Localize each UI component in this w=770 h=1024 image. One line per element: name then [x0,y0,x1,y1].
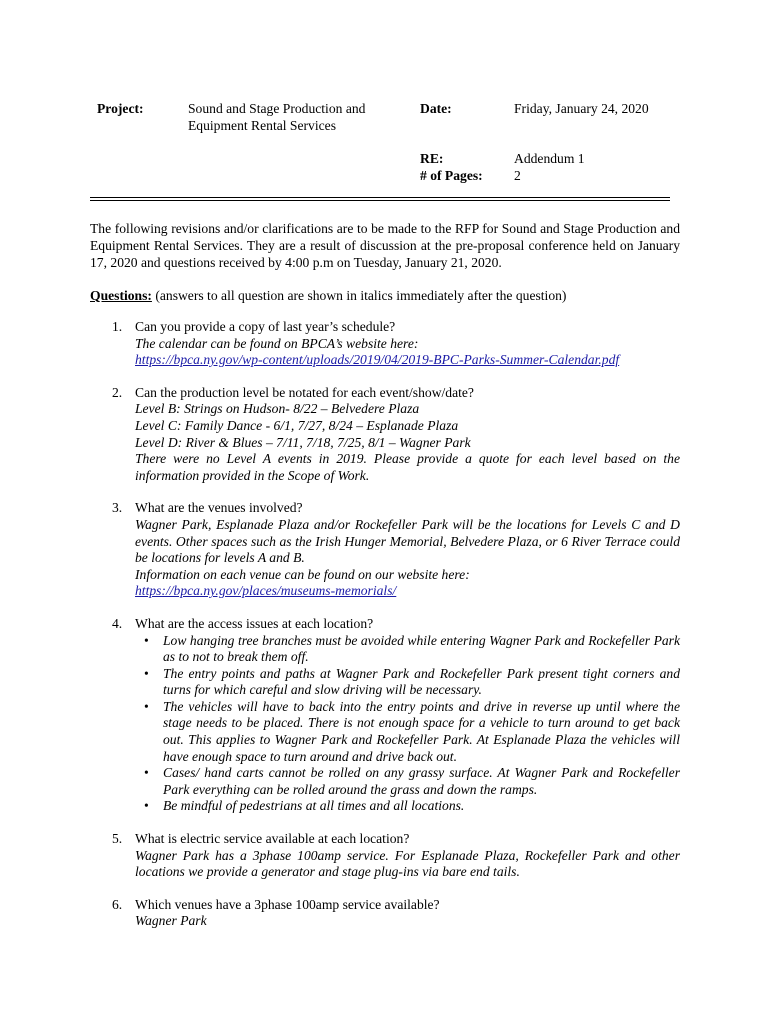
bullet-text: Be mindful of pedestrians at all times and all locations. [163,798,465,814]
list-item [135,633,680,666]
re-value: Addendum 1 [514,151,585,166]
bullet-icon: • [144,698,149,714]
pages-label: # of Pages: [420,168,483,183]
question-number: 5. [112,831,123,847]
question-list [90,319,680,946]
bullet-icon: • [144,632,149,648]
question-text: Can the production level be notated for each event/show/date? [135,384,474,400]
questions-note: (answers to all question are shown in italics immediately after the question) [155,288,567,303]
answer-text: Wagner Park, Esplanade Plaza and/or Rockefeller Park will be the locations for Levels C and D events. Other spaces such as the Irish Hunger Memorial, Belvedere Plaza, or 6 River Terrace could be locations for levels A and B. [135,516,680,566]
header-divider-bottom [90,200,670,201]
question-item-1 [90,319,680,369]
questions-heading [90,288,680,305]
question-number: 3. [112,500,123,516]
question-item-2 [90,385,680,485]
question-text: Which venues have a 3phase 100amp service available? [135,896,440,912]
answer-text: Level C: Family Dance - 6/1, 7/27, 8/24 – Esplanade Plaza [135,417,459,433]
question-number: 1. [112,319,123,334]
question-number: 4. [112,615,123,631]
question-item-6 [90,897,680,930]
answer-text: Information on each venue can be found on our website here: [135,566,470,582]
question-text: Can you provide a copy of last year’s schedule? [135,319,396,334]
question-item-3 [90,500,680,600]
questions-label: Questions: [90,288,152,303]
question-number: 6. [112,896,123,912]
list-item [135,765,680,798]
bullet-text: Low hanging tree branches must be avoided while entering Wagner Park and Rockefeller Park as to not to break them off. [163,632,680,665]
question-item-4 [90,616,680,815]
venues-link[interactable]: https://bpca.ny.gov/places/museums-memorials/ [135,583,397,599]
answer-text: Wagner Park has a 3phase 100amp service. For Esplanade Plaza, Rockefeller Park and other locations we provide a generator and stage plug-ins via bare end tails. [135,847,680,880]
project-label: Project: [97,101,144,116]
bullet-text: The vehicles will have to back into the entry points and drive in reverse up until where the stage needs to be placed. There is not enough space for a vehicle to turn around to get back out. This applies to Wagner Park and Rockefeller Park. At Esplanade Plaza the vehicles will have enough space to turn around and drive back out. [163,698,680,764]
project-title-line1: Sound and Stage Production and [188,101,366,116]
intro-paragraph: The following revisions and/or clarifications are to be made to the RFP for Sound and Stage Production and Equipment Rental Services. They are a result of discussion at the pre-proposal conference held on January 17, 2020 and questions received by 4:00 p.m on Tuesday, January 21, 2020. [90,221,680,270]
question-text: What is electric service available at each location? [135,831,410,847]
bullet-icon: • [144,798,149,814]
answer-text: Level B: Strings on Hudson- 8/22 – Belvedere Plaza [135,401,420,417]
question-text: What are the venues involved? [135,500,303,516]
bullet-icon: • [144,765,149,781]
bullet-icon: • [144,665,149,681]
answer-text: There were no Level A events in 2019. Please provide a quote for each level based on the information provided in the Scope of Work. [135,451,680,483]
answer-text: Wagner Park [135,913,207,929]
header-divider-top [90,197,670,198]
bullet-text: The entry points and paths at Wagner Park and Rockefeller Park present tight corners and turns for which careful and slow driving will be necessary. [163,665,680,698]
question-number: 2. [112,384,123,400]
access-issues-list [135,633,680,816]
answer-text: Level D: River & Blues – 7/11, 7/18, 7/25, 8/1 – Wagner Park [135,434,471,450]
list-item [135,666,680,699]
list-item [135,699,680,765]
question-text: What are the access issues at each location? [135,615,374,631]
answer-text: The calendar can be found on BPCA’s website here: [135,335,419,351]
project-title-line2: Equipment Rental Services [188,118,336,133]
calendar-link[interactable]: https://bpca.ny.gov/wp-content/uploads/2019/04/2019-BPC-Parks-Summer-Calendar.pdf [135,352,620,368]
re-label: RE: [420,151,444,166]
bullet-text: Cases/ hand carts cannot be rolled on any grassy surface. At Wagner Park and Rockefeller Park everything can be rolled around the grass and down the ramps. [163,765,680,797]
date-value: Friday, January 24, 2020 [514,101,649,116]
pages-value: 2 [514,168,521,183]
list-item [135,798,680,815]
date-label: Date: [420,101,452,116]
question-item-5 [90,831,680,881]
